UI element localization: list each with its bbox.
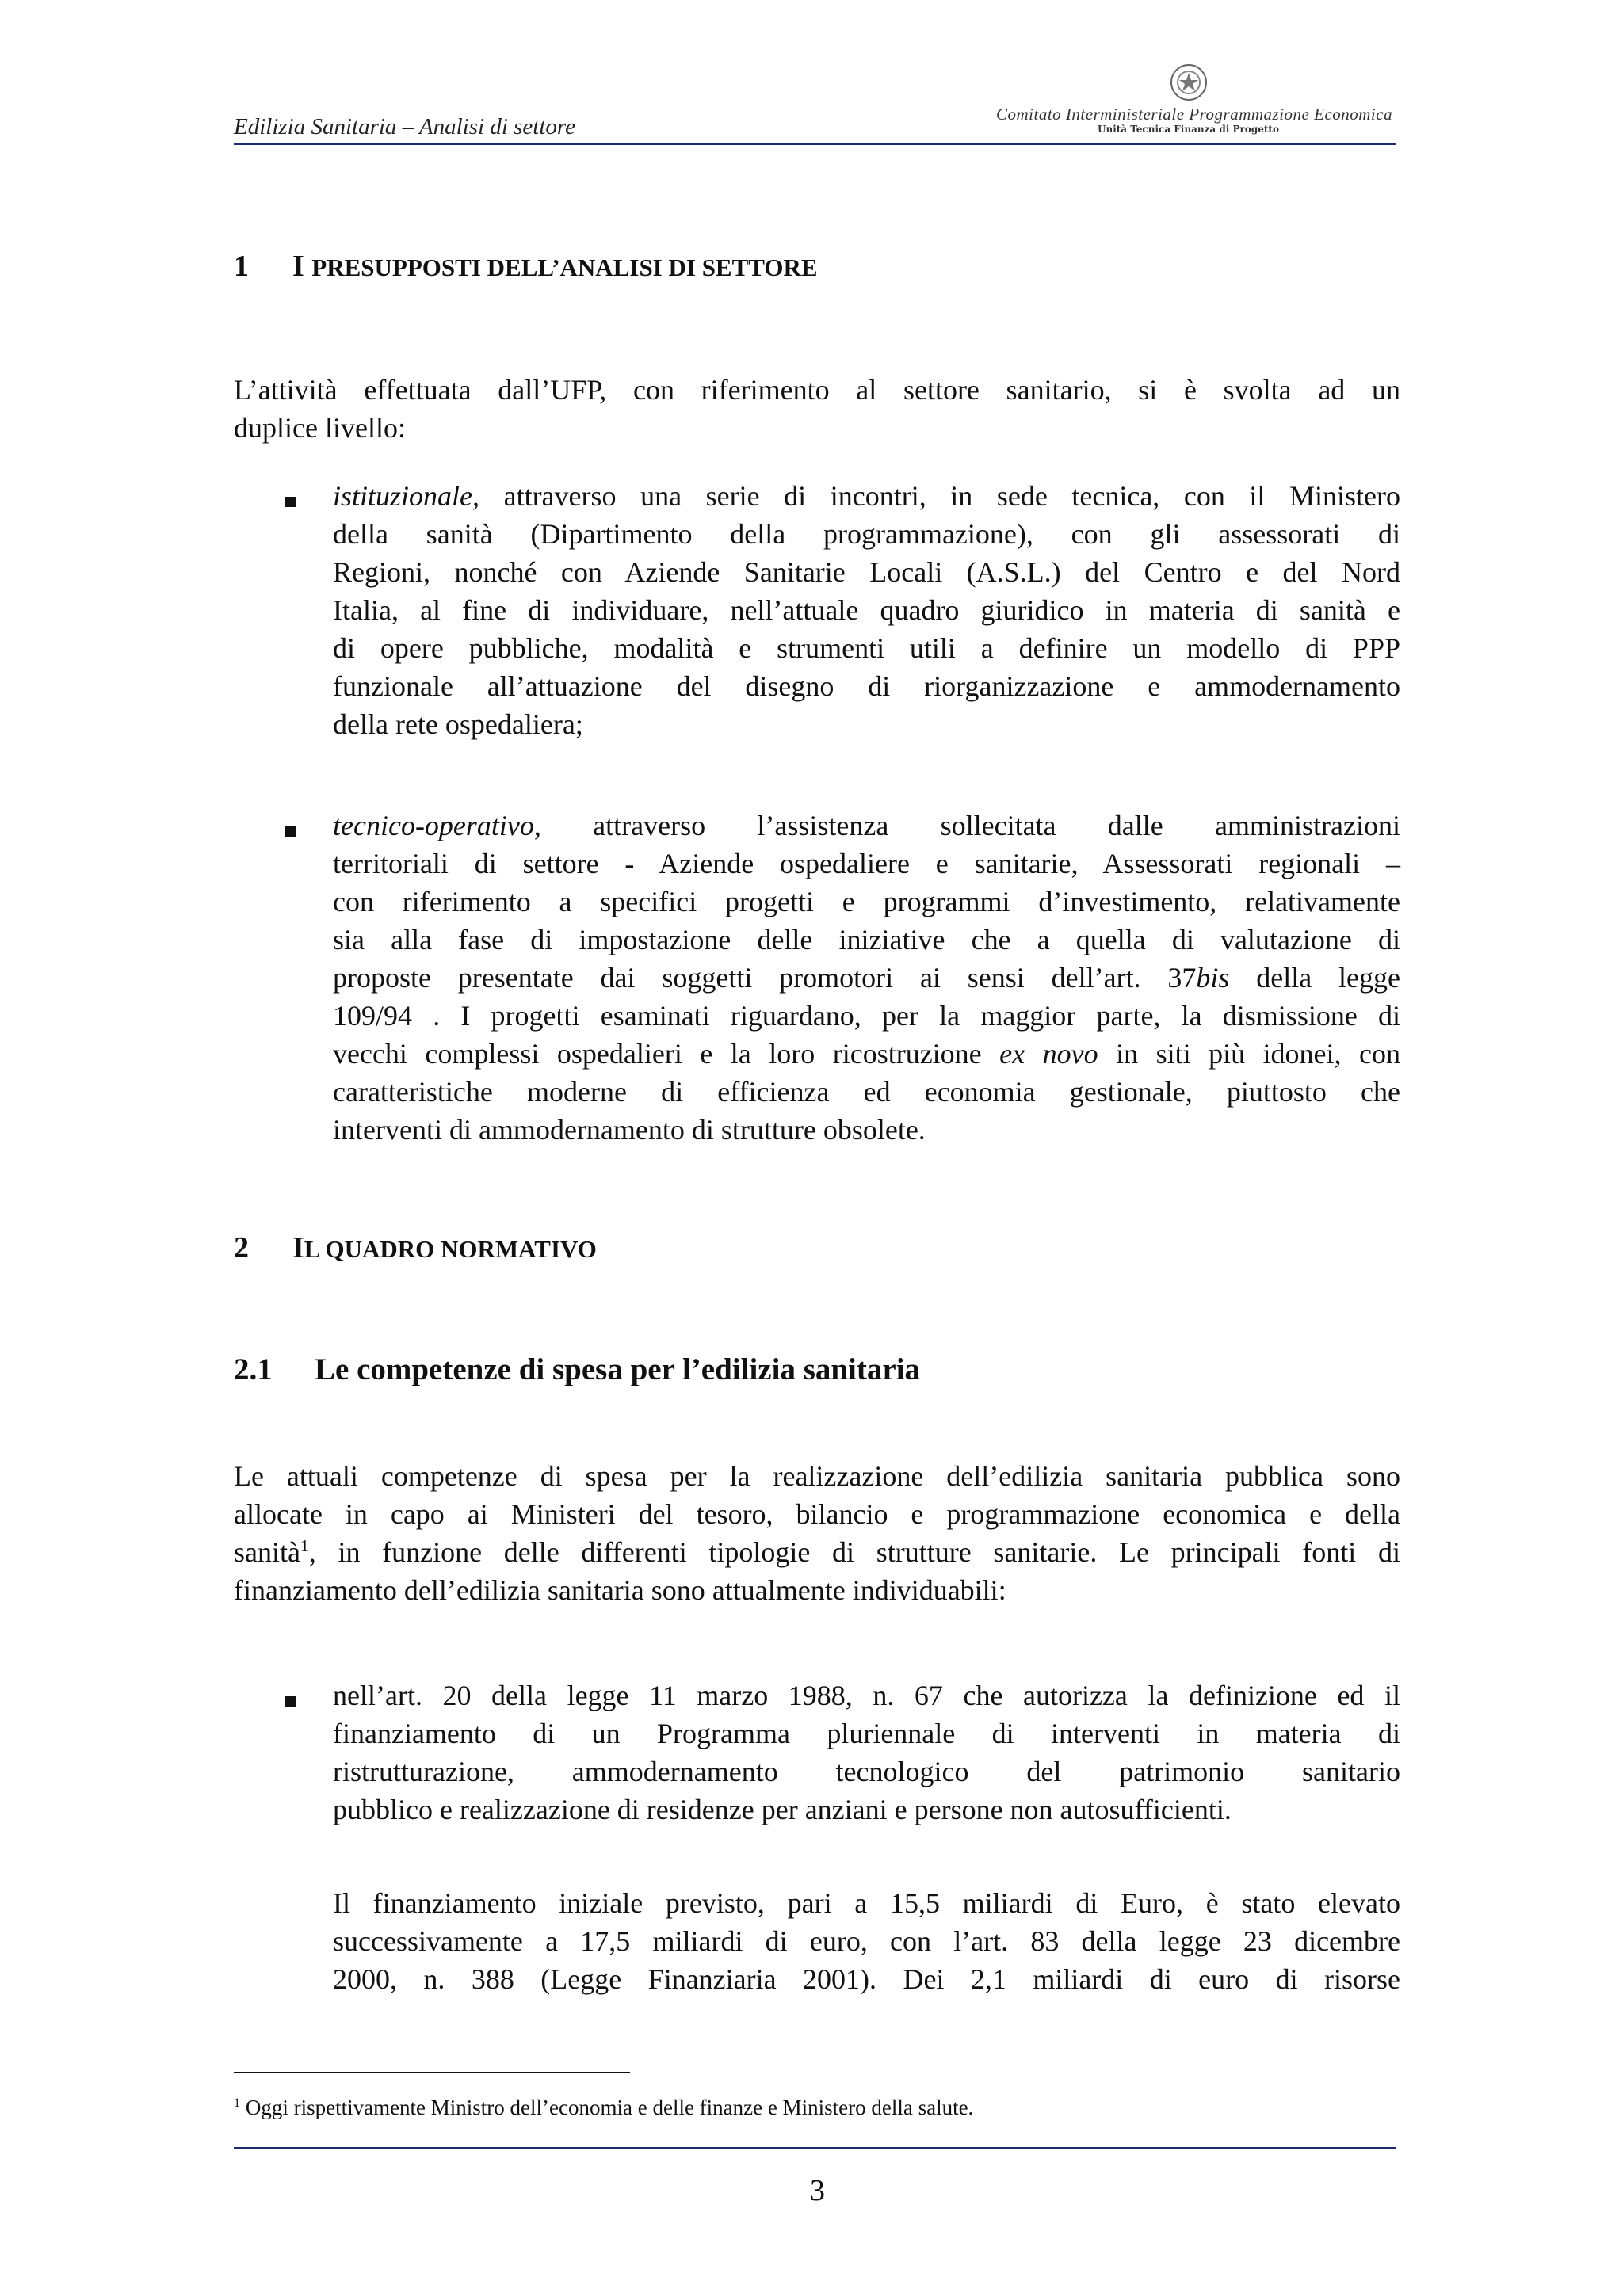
logo-unit-name: Unità Tecnica Finanza di Progetto bbox=[1098, 124, 1279, 135]
section-number: 1 bbox=[234, 250, 249, 283]
footnote-mark: 1 bbox=[234, 2096, 241, 2110]
subsection-number: 2.1 bbox=[234, 1352, 273, 1386]
list-item-line: funzionale all’attuazione del disegno di riorganizzazione e ammodernamento bbox=[333, 670, 1400, 702]
paragraph-line: 2000, n. 388 (Legge Finanziaria 2001). Dei 2,1 miliardi di euro di risorse bbox=[333, 1963, 1400, 1995]
paragraph-line: allocate in capo ai Ministeri del tesoro, bilancio e programmazione economica e della bbox=[234, 1498, 1400, 1530]
list-item-line: istituzionale, attraverso una serie di incontri, in sede tecnica, con il Ministero bbox=[333, 480, 1400, 512]
list-item-line: Regioni, nonché con Aziende Sanitarie Locali (A.S.L.) del Centro e del Nord bbox=[333, 556, 1400, 588]
list-item-line: proposte presentate dai soggetti promotori ai sensi dell’art. 37bis della legge bbox=[333, 962, 1400, 994]
list-item-line: finanziamento di un Programma pluriennale di interventi in materia di bbox=[333, 1718, 1400, 1749]
bullet-marker bbox=[285, 1696, 296, 1707]
section-1-heading: 1 I PRESUPPOSTI DELL’ANALISI DI SETTORE bbox=[234, 250, 818, 283]
subsection-2-1-heading bbox=[234, 1352, 920, 1387]
list-item-line: caratteristiche moderne di efficienza ed economia gestionale, piuttosto che bbox=[333, 1076, 1400, 1108]
footnote bbox=[234, 2096, 973, 2120]
footnote-ref[interactable]: 1 bbox=[300, 1536, 309, 1555]
logo-committee-name: Comitato Interministeriale Programmazione Economica bbox=[996, 105, 1393, 124]
list-item-line: di opere pubbliche, modalità e strumenti utili a definire un modello di PPP bbox=[333, 632, 1400, 664]
list-item-line: tecnico-operativo, attraverso l’assistenza sollecitata dalle amministrazioni bbox=[333, 810, 1400, 841]
footnote-text: Oggi rispettivamente Ministro dell’economia e delle finanze e Ministero della salute. bbox=[240, 2096, 974, 2119]
list-item-line: della sanità (Dipartimento della programmazione), con gli assessorati di bbox=[333, 518, 1400, 550]
header-rule bbox=[234, 143, 1396, 145]
paragraph-line: Le attuali competenze di spesa per la realizzazione dell’edilizia sanitaria pubblica sono bbox=[234, 1460, 1400, 1492]
cipe-logo bbox=[987, 62, 1391, 141]
paragraph-line: sanità$^1$, in funzione delle differenti tipologie di strutture sanitarie. Le principali fonti di bbox=[234, 1536, 1400, 1568]
list-item-line: della rete ospedaliera; bbox=[333, 708, 583, 740]
emblem-icon bbox=[1165, 62, 1212, 103]
list-item-line: vecchi complessi ospedalieri e la loro ricostruzione ex novo in siti più idonei, con bbox=[333, 1038, 1401, 1070]
list-item-line: con riferimento a specifici progetti e programmi d’investimento, relativamente bbox=[333, 886, 1400, 917]
list-item-line: nell’art. 20 della legge 11 marzo 1988, n. 67 che autorizza la definizione ed il bbox=[333, 1680, 1400, 1711]
running-header-title: Edilizia Sanitaria – Analisi di settore bbox=[234, 114, 575, 139]
bullet-marker bbox=[285, 826, 296, 837]
paragraph-line: successivamente a 17,5 miliardi di euro, con l’art. 83 della legge 23 dicembre bbox=[333, 1925, 1400, 1957]
paragraph-line: duplice livello: bbox=[234, 412, 406, 444]
list-item-line: sia alla fase di impostazione delle iniziative che a quella di valutazione di bbox=[333, 924, 1400, 955]
list-item-line: 109/94 . I progetti esaminati riguardano, per la maggior parte, la dismissione di bbox=[333, 1000, 1400, 1032]
footer-rule bbox=[234, 2147, 1396, 2149]
paragraph-line: Il finanziamento iniziale previsto, pari a 15,5 miliardi di Euro, è stato elevato bbox=[333, 1887, 1400, 1919]
page-number: 3 bbox=[810, 2174, 825, 2207]
paragraph-line: L’attività effettuata dall’UFP, con riferimento al settore sanitario, si è svolta ad un bbox=[234, 374, 1400, 406]
list-item-line: territoriali di settore - Aziende ospedaliere e sanitarie, Assessorati regionali – bbox=[333, 848, 1400, 879]
bullet-marker bbox=[285, 497, 296, 507]
section-title: L QUADRO NORMATIVO bbox=[304, 1235, 597, 1263]
list-item-line: Italia, al fine di individuare, nell’attuale quadro giuridico in materia di sanità e bbox=[333, 594, 1400, 626]
section-2-heading: 2 IL QUADRO NORMATIVO bbox=[234, 1231, 597, 1264]
subsection-title: Le competenze di spesa per l’edilizia sanitaria bbox=[315, 1352, 921, 1386]
section-number: 2 bbox=[234, 1231, 249, 1264]
list-item-line: interventi di ammodernamento di strutture obsolete. bbox=[333, 1114, 926, 1146]
list-item-line: pubblico e realizzazione di residenze per anziani e persone non autosufficienti. bbox=[333, 1794, 1232, 1825]
list-item-line: ristrutturazione, ammodernamento tecnologico del patrimonio sanitario bbox=[333, 1756, 1400, 1787]
section-title: PRESUPPOSTI DELL’ANALISI DI SETTORE bbox=[311, 254, 818, 281]
paragraph-line: finanziamento dell’edilizia sanitaria sono attualmente individuabili: bbox=[234, 1574, 1006, 1606]
footnote-separator bbox=[234, 2072, 630, 2073]
